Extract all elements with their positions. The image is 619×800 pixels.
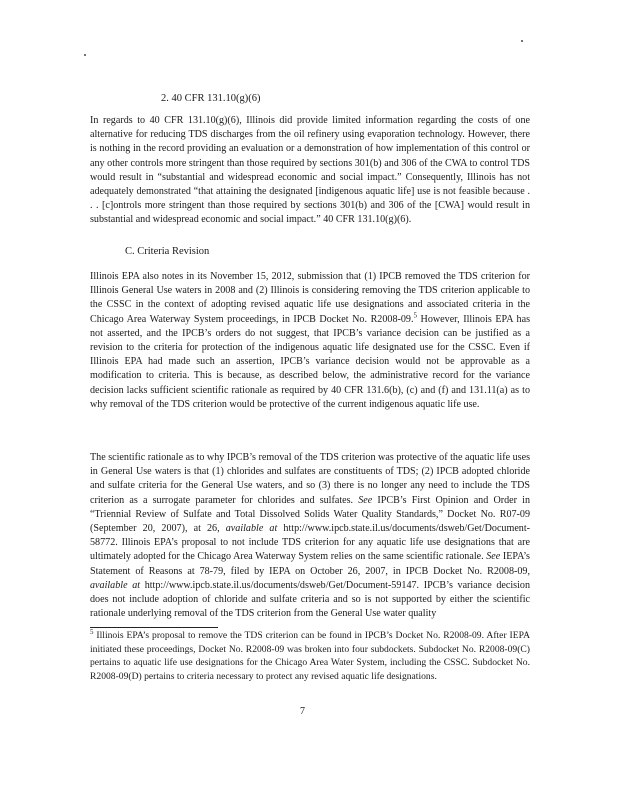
footnote-mark: 5 bbox=[90, 627, 94, 636]
paragraph-g6: In regards to 40 CFR 131.10(g)(6), Illinois did provide limited information regarding the costs of one alternative for reducing TDS discharges from the oil refinery using evaporation technology. However, there is nothing in the record providing an evaluation or a demonstration of how implementation of this control or any other controls more stringent than those required by sections 301(b) and 306 of the CWA to control TDS would result in “substantial and widespread economic and social impact.” Consequently, Illinois has not adequately demonstrated “that attaining the designated [indigenous aquatic life] use is not feasible because . . . [c]ontrols more stringent than those required by sections 301(b) and 306 of the [CWA] would result in substantial and widespread economic and social impact.” 40 CFR 131.10(g)(6). bbox=[90, 115, 530, 226]
footnote-5 bbox=[90, 629, 530, 683]
italic-available-at: available at bbox=[90, 579, 141, 591]
scan-speck bbox=[84, 54, 86, 56]
paragraph-text: The scientific rationale as to why IPCB’s removal of the TDS criterion was protective of the aquatic life uses in General Use waters is that (1) chlorides and sulfates are constituents of TDS; (2) IPCB adopted chloride and sulfate criteria for the General Use waters, and so (3) there is no longer any need to include the TDS criterion as a surrogate parameter for chlorides and sulfates. bbox=[90, 452, 530, 506]
italic-see: See bbox=[358, 494, 373, 506]
paragraph-scientific-rationale bbox=[90, 451, 530, 621]
paragraph-text: http://www.ipcb.state.il.us/documents/dsweb/Get/Document-59147. IPCB’s variance decision does not include adoption of chloride and sulfate criteria and so is not supported by either the scientific rationale underlying removal of the TDS criterion from the General Use water quality bbox=[90, 579, 530, 620]
paragraph-text: http://www.ipcb.state.il.us/documents/dsweb/Get/Document-58772. Illinois EPA’s proposal to not include TDS criterion for any aquatic life use designations that are ultimately adopted for the Chicago Area Waterway System relies on the same scientific rationale. bbox=[90, 523, 531, 563]
paragraph-text: IPCB’s First Opinion and Order in “Triennial Review of Sulfate and Total Dissolved Solids Water Quality Standards,” Docket No. R07-09 (September 20, 2007), at 26, bbox=[90, 494, 531, 535]
scan-speck bbox=[521, 40, 523, 42]
section-heading-g6: 2. 40 CFR 131.10(g)(6) bbox=[161, 93, 261, 104]
paragraph-text: However, Illinois EPA has not asserted, and the IPCB’s orders do not suggest, that IPCB’s variance decision can be justified as a revision to the criteria for protection of the indigenous aquatic life designated use for the CSSC. Even if Illinois EPA had made such an assertion, IPCB’s variance decision would not be approvable as a modification to criteria. This is because, as described below, the administrative record for the variance decision lacks sufficient scientific rationale as required by 40 CFR 131.6(b), (c) and (f) and 131.11(a) as to why removal of the TDS criterion would be protective of the current indigenous aquatic life use. bbox=[90, 313, 530, 410]
section-heading-criteria-revision: C. Criteria Revision bbox=[125, 246, 210, 257]
italic-available-at: available at bbox=[225, 523, 278, 535]
paragraph-text: IEPA’s Statement of Reasons at 78-79, filed by IEPA on October 26, 2007, in IPCB Docket No. R2008-09, bbox=[90, 551, 530, 577]
paragraph-text: Illinois EPA also notes in its November 15, 2012, submission that (1) IPCB removed the TDS criterion for Illinois General Use waters in 2008 and (2) Illinois is considering removing the TDS criterion applicable to the CSSC in the context of adopting revised aquatic life use designations and associated criteria in the Chicago Area Waterway System proceedings, in IPCB Docket No. R2008-09. bbox=[90, 271, 530, 325]
paragraph-criteria-revision bbox=[90, 270, 530, 412]
italic-see: See bbox=[486, 551, 501, 563]
footnote-text: Illinois EPA’s proposal to remove the TDS criterion can be found in IPCB’s Docket No. R2008-09. After IEPA initiated these proceedings, Docket No. R2008-09 was broken into four subdockets. Subdocket No. R2008-09(C) pertains to aquatic life use designations for the Chicago Area Water System, including the CSSC. Subdocket No. R2008-09(D) pertains to criteria necessary to protect any revised aquatic life designations. bbox=[90, 630, 530, 682]
footnote-divider bbox=[90, 627, 218, 628]
footnote-ref: 5 bbox=[413, 311, 417, 320]
page-number: 7 bbox=[300, 706, 305, 717]
